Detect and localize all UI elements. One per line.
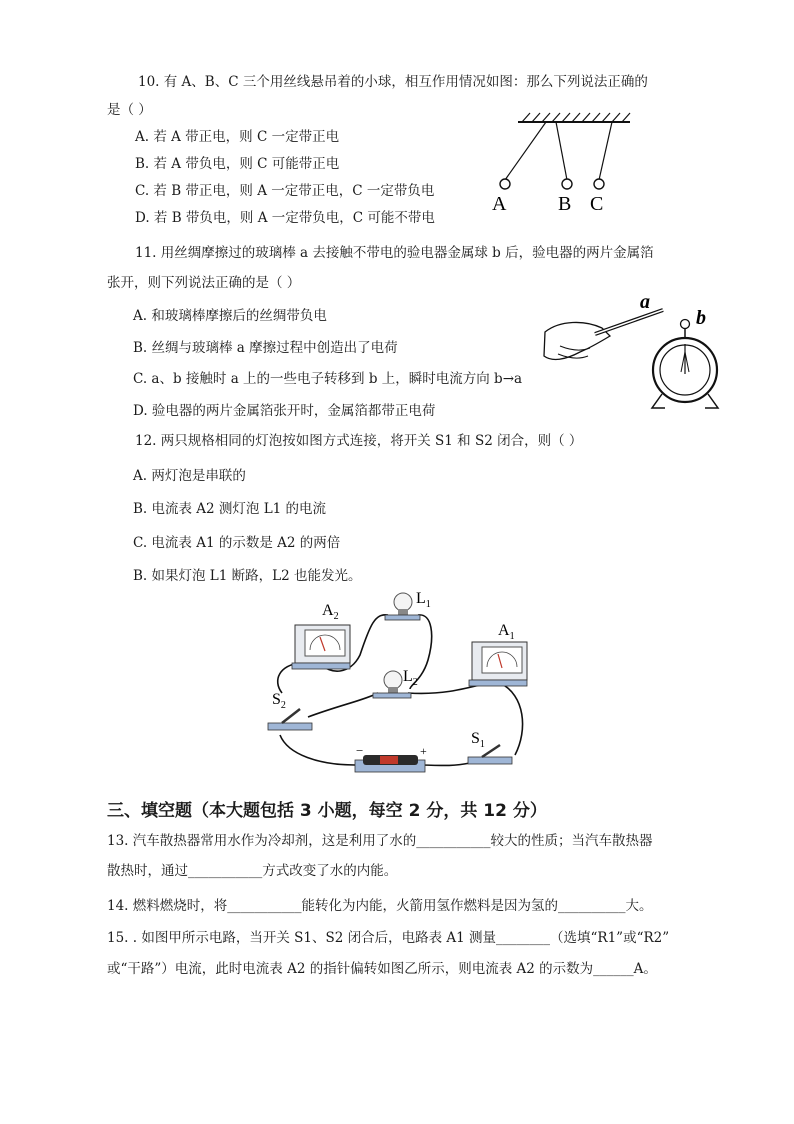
q11-option-c: C. a、b 接触时 a 上的一些电子转移到 b 上，瞬时电流方向 b→a bbox=[133, 371, 523, 387]
q11-stem-line1: 11. 用丝绸摩擦过的玻璃棒 a 去接触不带电的验电器金属球 b 后，验电器的两片金属箔 bbox=[135, 245, 654, 261]
label-s2: $S_2$ bbox=[272, 691, 286, 711]
battery-minus: − bbox=[356, 743, 364, 758]
bulb-l1 bbox=[385, 593, 420, 620]
q12-option-a: A. 两灯泡是串联的 bbox=[133, 468, 246, 484]
q10-stem-line1: 10. 有 A、B、C 三个用丝线悬吊着的小球，相互作用情况如图：那么下列说法正确的 bbox=[138, 74, 648, 90]
q10-stem-line2: 是（ ） bbox=[107, 102, 152, 118]
label-a1: $A_1$ bbox=[498, 622, 515, 642]
ball-b bbox=[562, 179, 572, 189]
q10-option-d: D. 若 B 带负电，则 A 一定带负电，C 可能不带电 bbox=[135, 210, 435, 226]
q11-option-b: B. 丝绸与玻璃棒 a 摩擦过程中创造出了电荷 bbox=[133, 340, 398, 356]
battery-plus: + bbox=[420, 744, 427, 758]
ball-label-b: b bbox=[696, 307, 706, 329]
switch-s1 bbox=[468, 745, 512, 764]
label-l2: $L_2$ bbox=[403, 668, 418, 688]
q10-option-c: C. 若 B 带正电，则 A 一定带正电，C 一定带负电 bbox=[135, 183, 435, 199]
q11-option-a: A. 和玻璃棒摩擦后的丝绸带负电 bbox=[133, 308, 327, 324]
q15-line2: 或“干路”）电流，此时电流表 A2 的指针偏转如图乙所示，则电流表 A2 的示数为______A。 bbox=[107, 961, 657, 977]
label-b: B bbox=[558, 193, 572, 215]
label-l1: $L_1$ bbox=[416, 590, 431, 610]
q11-option-d: D. 验电器的两片金属箔张开时，金属箔都带正电荷 bbox=[133, 403, 436, 419]
q13-line2: 散热时，通过___________方式改变了水的内能。 bbox=[107, 863, 398, 879]
q11-electroscope-figure bbox=[540, 290, 730, 415]
label-c: C bbox=[590, 193, 604, 215]
q10-option-b: B. 若 A 带负电，则 C 可能带正电 bbox=[135, 156, 340, 172]
q12-option-d: B. 如果灯泡 L1 断路，L2 也能发光。 bbox=[133, 568, 362, 584]
q11-stem-line2: 张开，则下列说法正确的是（ ） bbox=[107, 275, 301, 291]
rod-label-a: a bbox=[640, 291, 650, 313]
ball-a bbox=[500, 179, 510, 189]
q10-hanging-balls-figure bbox=[480, 110, 640, 220]
q12-option-b: B. 电流表 A2 测灯泡 L1 的电流 bbox=[133, 501, 327, 517]
q12-stem: 12. 两只规格相同的灯泡按如图方式连接，将开关 S1 和 S2 闭合，则（ ） bbox=[135, 433, 583, 449]
ammeter-a1 bbox=[469, 642, 527, 686]
q13-line1: 13. 汽车散热器常用水作为冷却剂，这是利用了水的___________较大的性质；当汽车散热器 bbox=[107, 833, 653, 849]
section-3-title: 三、填空题（本大题包括 3 小题，每空 2 分，共 12 分） bbox=[107, 801, 547, 821]
label-s1: $S_1$ bbox=[471, 730, 485, 750]
q12-circuit-figure bbox=[260, 585, 550, 780]
ammeter-a2 bbox=[292, 625, 350, 669]
q10-option-a: A. 若 A 带正电，则 C 一定带正电 bbox=[135, 129, 340, 145]
switch-s2 bbox=[268, 709, 312, 730]
q12-option-c: C. 电流表 A1 的示数是 A2 的两倍 bbox=[133, 535, 341, 551]
battery bbox=[355, 755, 425, 772]
q14-line1: 14. 燃料燃烧时，将___________能转化为内能，火箭用氢作燃料是因为氢的__________大。 bbox=[107, 898, 653, 914]
label-a2: $A_2$ bbox=[322, 602, 339, 622]
ball-c bbox=[594, 179, 604, 189]
q15-line1: 15. . 如图甲所示电路，当开关 S1、S2 闭合后，电路表 A1 测量________（选填“R1”或“R2” bbox=[107, 930, 670, 946]
label-a: A bbox=[492, 193, 507, 215]
